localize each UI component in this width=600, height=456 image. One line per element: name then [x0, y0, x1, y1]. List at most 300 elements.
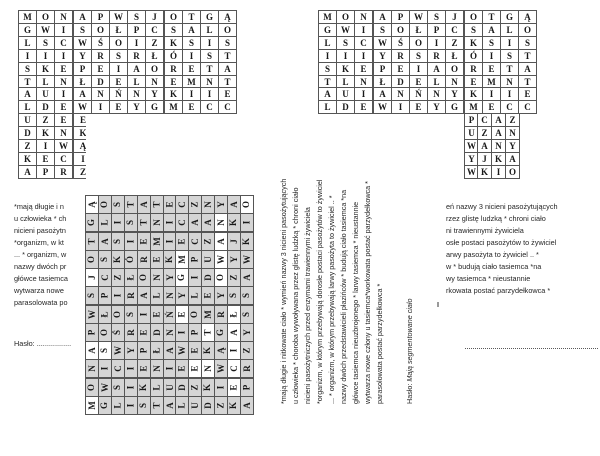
- grid-letter: A: [509, 153, 516, 164]
- grid-cell: [127, 23, 146, 37]
- grid-cell: [127, 100, 146, 114]
- grid-letter: I: [61, 88, 66, 99]
- grid-cell: [427, 10, 446, 24]
- grid-letter: Ł: [228, 311, 239, 318]
- grid-cell: [91, 49, 110, 63]
- grid-cell: [18, 49, 37, 63]
- grid-cell: [145, 23, 164, 37]
- grid-letter: A: [133, 63, 140, 74]
- grid-cell: [445, 49, 464, 63]
- grid-cell: [73, 87, 92, 101]
- grid-cell: [124, 286, 138, 305]
- grid-cell: [227, 378, 241, 397]
- grid-letter: T: [224, 76, 231, 87]
- grid-cell: [464, 87, 483, 101]
- grid-cell: [500, 100, 519, 114]
- grid-letter: Ł: [151, 347, 162, 354]
- grid-letter: L: [42, 76, 49, 87]
- grid-letter: W: [414, 11, 423, 22]
- grid-cell: [505, 126, 520, 140]
- grid-letter: A: [189, 219, 200, 226]
- grid-letter: G: [99, 401, 110, 410]
- grid-cell: [373, 62, 392, 76]
- grid-letter: K: [41, 63, 49, 74]
- grid-letter: L: [24, 37, 31, 48]
- grid-cell: [182, 36, 201, 50]
- grid-cell: [36, 113, 55, 127]
- grid-letter: I: [361, 24, 366, 35]
- grid-cell: [18, 165, 37, 179]
- grid-letter: E: [415, 101, 422, 112]
- grid-cell: [427, 23, 446, 37]
- grid-cell: [214, 213, 228, 232]
- grid-letter: R: [125, 329, 136, 336]
- grid-cell: [200, 49, 219, 63]
- grid-letter: E: [42, 153, 49, 164]
- grid-letter: W: [378, 101, 387, 112]
- grid-letter: A: [138, 201, 149, 208]
- grid-cell: [137, 359, 151, 378]
- grid-letter: D: [342, 101, 349, 112]
- grid-cell: [201, 268, 215, 287]
- grid-cell: [98, 305, 112, 324]
- grid-letter: I: [207, 37, 212, 48]
- grid-letter: E: [228, 384, 239, 391]
- grid-letter: N: [60, 76, 67, 87]
- clue-line: *organizm, w którym przebywają dorosłe postaci pasożytów to żywiciel: [315, 179, 324, 404]
- grid-cell: [145, 62, 164, 76]
- grid-cell: [445, 62, 464, 76]
- grid-letter: W: [112, 346, 123, 355]
- wordsearch-solution-grid-rotated: [85, 195, 255, 415]
- grid-cell: [145, 100, 164, 114]
- grid-letter: A: [79, 88, 86, 99]
- grid-cell: [54, 165, 73, 179]
- grid-cell: [85, 396, 99, 415]
- grid-cell: [354, 62, 373, 76]
- grid-letter: A: [79, 11, 86, 22]
- grid-letter: R: [470, 63, 477, 74]
- grid-letter: T: [488, 11, 495, 22]
- grid-cell: [445, 23, 464, 37]
- grid-letter: E: [164, 201, 175, 208]
- grid-cell: [137, 305, 151, 324]
- grid-letter: Ą: [86, 201, 97, 208]
- grid-cell: [109, 100, 128, 114]
- grid-letter: I: [189, 50, 194, 61]
- grid-cell: [491, 165, 506, 179]
- grid-cell: [91, 36, 110, 50]
- grid-letter: P: [138, 347, 149, 354]
- grid-cell: [150, 396, 164, 415]
- grid-cell: [373, 36, 392, 50]
- grid-letter: K: [164, 255, 175, 264]
- grid-letter: Y: [228, 256, 239, 263]
- grid-letter: L: [324, 37, 331, 48]
- grid-cell: [518, 100, 537, 114]
- grid-letter: S: [188, 37, 194, 48]
- grid-letter: P: [189, 329, 200, 336]
- clue-line: główce tasiemca nieuzbrojonego * larwy tasiemca * nieustannie: [351, 201, 360, 404]
- grid-cell: [500, 36, 519, 50]
- grid-letter: C: [524, 101, 531, 112]
- grid-cell: [98, 195, 112, 214]
- grid-cell: [73, 139, 86, 153]
- grid-cell: [188, 195, 202, 214]
- grid-letter: Y: [509, 140, 516, 151]
- grid-letter: I: [125, 239, 136, 244]
- grid-cell: [54, 139, 73, 153]
- clue-line: nazwy dwóch przedstawicieli płazińców * budują ciało tasiemca *na: [339, 189, 348, 404]
- grid-letter: C: [176, 201, 187, 208]
- grid-cell: [36, 62, 55, 76]
- grid-letter: E: [176, 311, 187, 318]
- grid-cell: [491, 152, 506, 166]
- grid-cell: [227, 250, 241, 269]
- grid-cell: [214, 268, 228, 287]
- grid-letter: T: [524, 76, 531, 87]
- grid-letter: A: [215, 238, 226, 245]
- grid-cell: [164, 23, 183, 37]
- grid-letter: P: [97, 11, 104, 22]
- grid-letter: Ł: [79, 76, 86, 87]
- grid-letter: Ł: [379, 76, 386, 87]
- grid-letter: D: [202, 402, 213, 409]
- grid-cell: [505, 165, 520, 179]
- grid-cell: [111, 396, 125, 415]
- grid-cell: [214, 305, 228, 324]
- grid-cell: [240, 378, 254, 397]
- grid-letter: A: [324, 88, 331, 99]
- grid-letter: Ł: [99, 311, 110, 318]
- grid-letter: O: [86, 383, 97, 392]
- grid-cell: [318, 36, 337, 50]
- grid-letter: P: [133, 24, 140, 35]
- grid-cell: [318, 49, 337, 63]
- grid-letter: T: [324, 76, 331, 87]
- grid-cell: [137, 232, 151, 251]
- grid-cell: [98, 232, 112, 251]
- haslo-line-rotated: [404, 104, 416, 404]
- grid-cell: [124, 323, 138, 342]
- grid-letter: E: [202, 292, 213, 299]
- grid-cell: [464, 10, 483, 24]
- grid-cell: [91, 100, 110, 114]
- grid-cell: [391, 36, 410, 50]
- grid-letter: M: [176, 255, 187, 264]
- grid-letter: E: [79, 114, 86, 125]
- grid-cell: [111, 286, 125, 305]
- grid-letter: K: [202, 383, 213, 392]
- grid-letter: Y: [151, 88, 158, 99]
- grid-letter: E: [176, 365, 187, 372]
- grid-letter: K: [138, 383, 149, 392]
- grid-cell: [464, 23, 483, 37]
- grid-cell: [188, 305, 202, 324]
- grid-cell: [124, 213, 138, 232]
- grid-letter: T: [224, 50, 231, 61]
- grid-cell: [73, 10, 92, 24]
- grid-letter: C: [60, 37, 67, 48]
- grid-letter: N: [97, 88, 104, 99]
- grid-letter: W: [215, 255, 226, 264]
- grid-cell: [354, 87, 373, 101]
- grid-cell: [373, 10, 392, 24]
- grid-letter: Ś: [397, 37, 403, 48]
- grid-letter: S: [379, 24, 385, 35]
- grid-cell: [150, 305, 164, 324]
- grid-letter: I: [61, 50, 66, 61]
- grid-letter: C: [360, 37, 367, 48]
- grid-letter: M: [86, 401, 97, 410]
- grid-letter: K: [469, 37, 477, 48]
- grid-letter: Z: [189, 384, 200, 391]
- grid-letter: L: [112, 402, 123, 409]
- grid-cell: [336, 36, 355, 50]
- grid-letter: M: [187, 76, 196, 87]
- grid-cell: [124, 250, 138, 269]
- grid-letter: N: [164, 292, 175, 299]
- grid-letter: E: [488, 63, 495, 74]
- grid-letter: S: [99, 256, 110, 263]
- clue-line: nicieni pasożytniczych przed enzymami trawiennymi żywiciela: [303, 207, 312, 404]
- grid-letter: Ń: [164, 311, 175, 318]
- grid-cell: [98, 250, 112, 269]
- grid-letter: N: [360, 11, 367, 22]
- grid-letter: W: [86, 310, 97, 319]
- clue-line: nicieni pasożytn: [14, 226, 66, 235]
- grid-letter: T: [188, 11, 195, 22]
- grid-letter: Ń: [415, 88, 422, 99]
- grid-cell: [214, 359, 228, 378]
- grid-cell: [482, 10, 501, 24]
- clue-line: u człowieka * ch: [14, 214, 67, 223]
- grid-letter: I: [112, 220, 123, 225]
- grid-cell: [518, 49, 537, 63]
- grid-letter: O: [169, 11, 177, 22]
- grid-cell: [214, 250, 228, 269]
- grid-cell: [500, 62, 519, 76]
- grid-cell: [175, 323, 189, 342]
- grid-letter: Z: [42, 114, 49, 125]
- grid-letter: C: [112, 365, 123, 372]
- grid-cell: [373, 87, 392, 101]
- grid-cell: [336, 49, 355, 63]
- clue-line: arwy pasożyta to żywiciel .. *: [446, 250, 539, 259]
- grid-cell: [477, 126, 492, 140]
- grid-letter: S: [324, 63, 330, 74]
- grid-cell: [427, 87, 446, 101]
- grid-letter: T: [125, 201, 136, 208]
- grid-cell: [36, 49, 55, 63]
- grid-cell: [500, 10, 519, 24]
- grid-letter: A: [524, 63, 531, 74]
- grid-letter: K: [480, 166, 488, 177]
- grid-cell: [464, 62, 483, 76]
- grid-letter: K: [469, 88, 477, 99]
- grid-cell: [240, 323, 254, 342]
- grid-cell: [354, 10, 373, 24]
- grid-letter: W: [378, 37, 387, 48]
- grid-letter: R: [133, 50, 140, 61]
- clue-line: nazwy dwóch pr: [14, 262, 67, 271]
- grid-cell: [175, 213, 189, 232]
- grid-letter: N: [495, 140, 502, 151]
- haslo-dotted-line-right: [465, 341, 598, 349]
- grid-cell: [201, 195, 215, 214]
- grid-cell: [188, 359, 202, 378]
- grid-letter: P: [468, 114, 475, 125]
- grid-cell: [150, 323, 164, 342]
- grid-letter: S: [138, 402, 149, 409]
- grid-cell: [218, 10, 237, 24]
- grid-letter: O: [396, 24, 404, 35]
- grid-cell: [354, 36, 373, 50]
- grid-cell: [500, 49, 519, 63]
- grid-letter: T: [24, 76, 31, 87]
- grid-cell: [201, 250, 215, 269]
- grid-cell: [164, 62, 183, 76]
- grid-letter: T: [151, 201, 162, 208]
- grid-letter: M: [469, 101, 478, 112]
- grid-cell: [188, 268, 202, 287]
- grid-cell: [188, 341, 202, 360]
- grid-letter: C: [506, 101, 513, 112]
- grid-cell: [85, 286, 99, 305]
- grid-letter: S: [79, 24, 85, 35]
- grid-letter: K: [341, 63, 349, 74]
- grid-letter: S: [415, 50, 421, 61]
- grid-letter: T: [138, 219, 149, 226]
- grid-letter: Z: [241, 347, 252, 354]
- grid-letter: I: [43, 140, 48, 151]
- grid-letter: U: [189, 402, 200, 409]
- haslo-line-left: Hasło: .................: [14, 339, 72, 348]
- clue-list-left: [14, 201, 86, 309]
- grid-letter: A: [24, 166, 31, 177]
- grid-cell: [73, 165, 86, 179]
- grid-cell: [85, 195, 99, 214]
- grid-letter: G: [323, 24, 331, 35]
- grid-cell: [182, 62, 201, 76]
- grid-cell: [175, 250, 189, 269]
- grid-cell: [214, 323, 228, 342]
- grid-letter: E: [60, 63, 67, 74]
- grid-letter: O: [223, 24, 231, 35]
- grid-cell: [124, 305, 138, 324]
- grid-letter: Z: [481, 127, 488, 138]
- grid-cell: [150, 268, 164, 287]
- grid-letter: Y: [79, 50, 86, 61]
- grid-cell: [175, 396, 189, 415]
- grid-letter: N: [202, 201, 213, 208]
- grid-cell: [464, 49, 483, 63]
- grid-letter: E: [170, 76, 177, 87]
- grid-letter: R: [433, 50, 440, 61]
- grid-letter: I: [416, 63, 421, 74]
- grid-cell: [218, 62, 237, 76]
- grid-cell: [188, 232, 202, 251]
- grid-cell: [409, 23, 428, 37]
- grid-letter: Ą: [215, 347, 226, 354]
- grid-letter: E: [189, 365, 200, 372]
- clue-line: w * budują ciało tasiemca *na: [446, 262, 542, 271]
- grid-cell: [227, 213, 241, 232]
- grid-letter: W: [114, 11, 123, 22]
- grid-letter: M: [487, 76, 496, 87]
- grid-letter: I: [189, 88, 194, 99]
- grid-cell: [111, 323, 125, 342]
- grid-letter: N: [151, 76, 158, 87]
- grid-letter: N: [433, 88, 440, 99]
- grid-cell: [175, 286, 189, 305]
- grid-cell: [36, 100, 55, 114]
- grid-cell: [482, 36, 501, 50]
- grid-cell: [124, 378, 138, 397]
- wordsearch-grid-left: [18, 10, 240, 180]
- grid-letter: M: [23, 11, 32, 22]
- grid-letter: N: [506, 76, 513, 87]
- grid-cell: [482, 49, 501, 63]
- grid-cell: [73, 62, 92, 76]
- grid-cell: [354, 23, 373, 37]
- grid-letter: E: [60, 114, 67, 125]
- grid-cell: [182, 87, 201, 101]
- grid-cell: [409, 87, 428, 101]
- grid-cell: [124, 341, 138, 360]
- grid-letter: Y: [133, 101, 140, 112]
- grid-cell: [227, 359, 241, 378]
- grid-cell: [391, 49, 410, 63]
- grid-letter: N: [397, 88, 404, 99]
- grid-letter: Y: [125, 347, 136, 354]
- grid-cell: [227, 195, 241, 214]
- grid-cell: [227, 305, 241, 324]
- grid-cell: [54, 23, 73, 37]
- grid-letter: W: [241, 255, 252, 264]
- grid-cell: [98, 268, 112, 287]
- grid-letter: Y: [451, 88, 458, 99]
- grid-letter: U: [164, 384, 175, 391]
- grid-cell: [227, 323, 241, 342]
- grid-letter: I: [43, 50, 48, 61]
- grid-letter: N: [151, 274, 162, 281]
- grid-letter: Z: [509, 114, 516, 125]
- grid-letter: L: [189, 292, 200, 299]
- grid-letter: Ą: [524, 11, 531, 22]
- grid-cell: [18, 23, 37, 37]
- grid-letter: G: [23, 24, 31, 35]
- grid-cell: [182, 49, 201, 63]
- grid-letter: C: [228, 365, 239, 372]
- grid-letter: Z: [151, 37, 158, 48]
- grid-letter: S: [133, 11, 139, 22]
- grid-letter: A: [379, 88, 386, 99]
- grid-cell: [85, 305, 99, 324]
- grid-cell: [175, 305, 189, 324]
- grid-cell: [188, 286, 202, 305]
- grid-cell: [85, 268, 99, 287]
- grid-cell: [54, 126, 73, 140]
- grid-cell: [318, 87, 337, 101]
- grid-letter: R: [125, 292, 136, 299]
- grid-cell: [240, 232, 254, 251]
- grid-letter: C: [151, 24, 158, 35]
- grid-cell: [18, 152, 37, 166]
- grid-letter: I: [489, 50, 494, 61]
- grid-letter: O: [114, 37, 122, 48]
- grid-letter: S: [112, 384, 123, 391]
